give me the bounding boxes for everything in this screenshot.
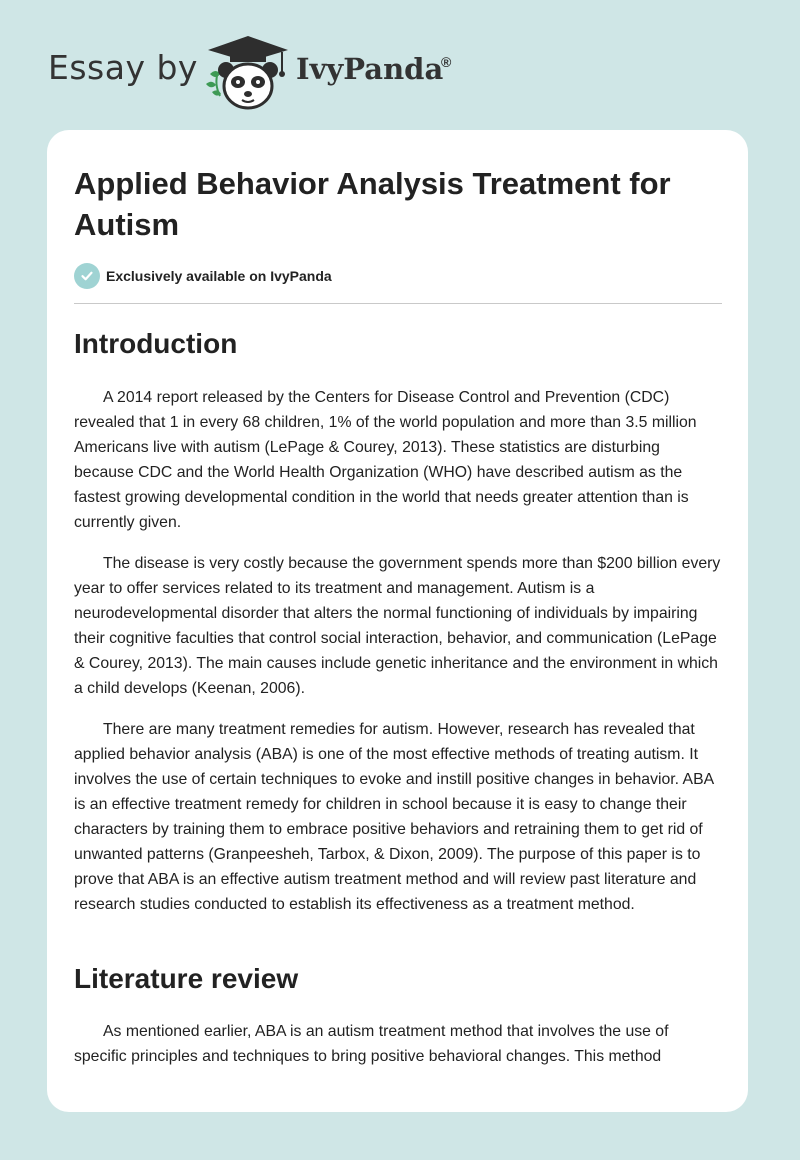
section-heading-introduction: Introduction (74, 328, 238, 359)
site-header (0, 0, 800, 130)
panda-logo-icon[interactable] (200, 32, 292, 112)
registered-mark: ® (441, 54, 452, 70)
divider (74, 303, 722, 304)
paragraph: There are many treatment remedies for autism. However, research has revealed that applied behavior analysis (ABA) is one of the most effective methods of treating autism. It involves the use of certain techniques to evoke and instill positive changes in behavior. ABA is an effective treatment remedy for children in school because it is easy to change their characters by training them to embrace positive behaviors and retraining them to get rid of unwanted patterns (Granpeesheh, Tarbox, & Dixon, 2009). The purpose of this paper is to prove that ABA is an effective autism treatment method and will review past literature and research studies conducted to establish its effectiveness as a treatment method. (74, 721, 714, 913)
paragraph: The disease is very costly because the government spends more than $200 billion every year to offer services related to its treatment and management. Autism is a neurodevelopmental disorder that alters the normal functioning of individuals by impairing their cognitive faculties that control social interaction, behavior, and communication (LePage & Courey, 2013). The main causes include genetic inheritance and the environment in which a child develops (Keenan, 2006). (74, 555, 721, 697)
exclusive-badge (74, 263, 332, 289)
essay-by-label: Essay by (48, 48, 198, 87)
paragraph: A 2014 report released by the Centers for Disease Control and Prevention (CDC) revealed that 1 in every 68 children, 1% of the world population and more than 3.5 million Americans live with autism (LePage & Courey, 2013). These statistics are disturbing because CDC and the World Health Organization (WHO) have described autism as the fastest growing developmental condition in the world that needs greater attention than is currently given. (74, 389, 697, 531)
checkmark-icon (74, 263, 100, 289)
article-title: Applied Behavior Analysis Treatment for Autism (74, 166, 671, 242)
brand-name[interactable]: IvyPanda (296, 52, 444, 86)
article-card (47, 130, 748, 1112)
section-heading-literature-review: Literature review (74, 963, 299, 994)
paragraph: As mentioned earlier, ABA is an autism treatment method that involves the use of specific principles and techniques to bring positive behavioral changes. This method (74, 1023, 669, 1065)
badge-label: Exclusively available on IvyPanda (106, 268, 332, 284)
